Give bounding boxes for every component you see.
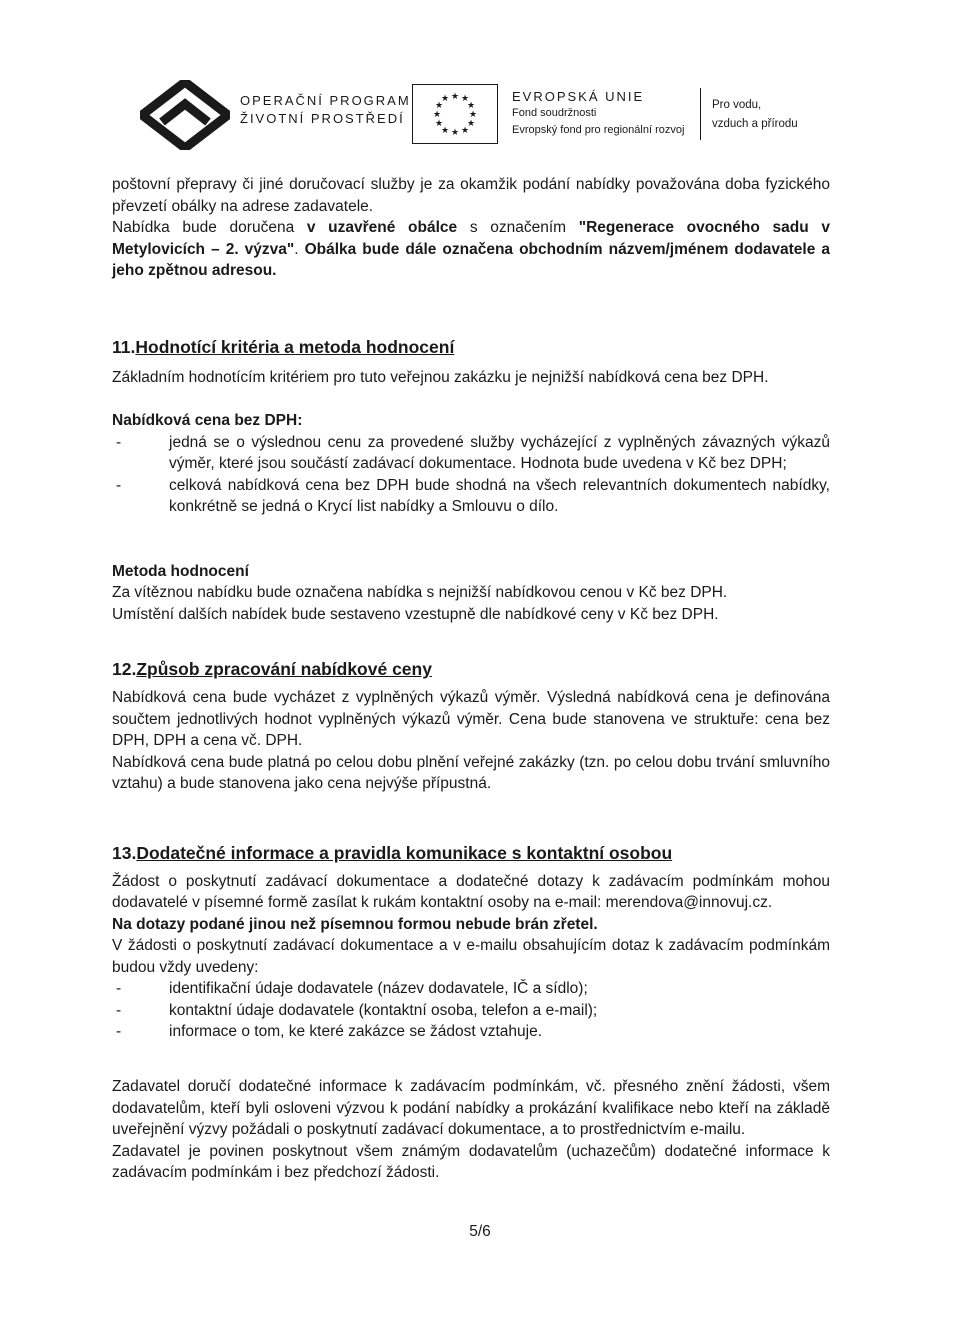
svg-text:★: ★ bbox=[450, 92, 460, 102]
svg-text:★: ★ bbox=[468, 110, 478, 120]
document-body bbox=[112, 174, 830, 1184]
slogan bbox=[712, 96, 798, 134]
section-12-title: Způsob zpracování nabídkové ceny bbox=[136, 659, 432, 679]
regional-fund: Evropský fond pro regionální rozvoj bbox=[512, 124, 685, 136]
section-13-paragraph-5: Zadavatel je povinen poskytnout všem známým dodavatelům (uchazečům) dodatečné informace k zadávacím podmínkám i bez předchozí žádosti. bbox=[112, 1142, 830, 1181]
section-13-paragraph-4: Zadavatel doručí dodatečné informace k zadávacím podmínkám, vč. přesného znění žádosti, všem dodavatelům, kteří byli osloveni výzvou k podání nabídky a prokázání kvalifikace nebo kteří na základě uveřejnění výzvy požádali o poskytnutí zadávací dokumentace, a to prostřednictvím e-mailu. bbox=[112, 1078, 830, 1138]
eu-title: EVROPSKÁ UNIE bbox=[512, 89, 645, 104]
section-12-paragraph-1: Nabídková cena bude vycházet z vyplněných výkazů výměr. Výsledná nabídková cena je definována součtem jednotlivých hodnot vyplněných výkazů výměr. Cena bude stanovena ve struktuře: cena bez DPH, DPH a cena vč. DPH. bbox=[112, 689, 830, 749]
svg-text:★: ★ bbox=[440, 94, 450, 104]
header-divider bbox=[700, 88, 701, 140]
section-13-list bbox=[112, 978, 830, 1043]
intro-text-a: Nabídka bude doručena bbox=[112, 219, 307, 236]
section-11-number: 11. bbox=[112, 337, 136, 357]
intro-paragraph-2 bbox=[112, 217, 830, 282]
slogan-line-1: Pro vodu, bbox=[712, 99, 762, 111]
svg-text:★: ★ bbox=[434, 101, 444, 111]
section-13-paragraph-3: V žádosti o poskytnutí zadávací dokumentace a v e-mailu obsahujícím dotaz k zadávacím podmínkám budou vždy uvedeny: bbox=[112, 937, 830, 976]
section-11-list bbox=[112, 432, 830, 518]
section-11-paragraph-3: Umístění dalších nabídek bude sestaveno vzestupně dle nabídkové ceny v Kč bez DPH. bbox=[112, 605, 719, 623]
section-11-heading bbox=[112, 335, 830, 359]
intro-text-d: "Regenerace ovocného sadu v Metylovicích – 2. výzva" bbox=[112, 219, 830, 258]
section-11-paragraph-1: Základním hodnotícím kritériem pro tuto veřejnou zakázku je nejnižší nabídková cena bez DPH. bbox=[112, 369, 769, 386]
section-13-title: Dodatečné informace a pravidla komunikace s kontaktní osobou bbox=[136, 842, 673, 863]
section-13-number: 13. bbox=[112, 842, 137, 863]
list-item: - kontaktní údaje dodavatele (kontaktní osoba, telefon a e-mail); bbox=[112, 1000, 830, 1022]
intro-text-f: Obálka bude dále označena obchodním názvem/jménem dodavatele a jeho zpětnou adresou. bbox=[112, 240, 831, 279]
svg-text:★: ★ bbox=[460, 94, 470, 104]
section-13-paragraph-2: Na dotazy podané jinou než písemnou formou nebude brán zřetel. bbox=[112, 915, 598, 933]
list-item: - identifikační údaje dodavatele (název dodavatele, IČ a sídlo); bbox=[112, 978, 830, 1000]
intro-text-b: v uzavřené obálce bbox=[306, 219, 458, 236]
svg-text:★: ★ bbox=[460, 126, 470, 136]
list-item: - informace o tom, ke které zakázce se žádost vztahuje. bbox=[112, 1021, 830, 1043]
slogan-line-2: vzduch a přírodu bbox=[712, 118, 798, 130]
section-11-paragraph-2: Za vítěznou nabídku bude označena nabídka s nejnižší nabídkovou cenou v Kč bez DPH. bbox=[112, 584, 728, 601]
svg-text:★: ★ bbox=[466, 101, 476, 111]
op-line-2: ŽIVOTNÍ PROSTŘEDÍ bbox=[240, 111, 405, 126]
section-13-paragraph-1: Žádost o poskytnutí zadávací dokumentace a dodatečné dotazy k zadávacím podmínkám mohou dodavatelé v písemné formě zasílat k rukám kontaktní osoby na e-mail: merendova@innovuj.cz. bbox=[112, 872, 830, 911]
section-11-subheading-method: Metoda hodnocení bbox=[112, 562, 249, 580]
svg-text:★: ★ bbox=[450, 128, 460, 138]
section-12-heading bbox=[112, 657, 830, 681]
section-12-number: 12. bbox=[112, 659, 137, 679]
page-header bbox=[0, 0, 960, 160]
eu-funding-text bbox=[512, 88, 684, 139]
section-11-subheading-price: Nabídková cena bez DPH: bbox=[112, 412, 303, 429]
op-line-1: OPERAČNÍ PROGRAM bbox=[240, 93, 411, 108]
op-zp-logo-icon bbox=[140, 80, 230, 150]
list-item: - jedná se o výslednou cenu za provedené služby vycházející z vyplněných závazných výkazů výměr, které jsou součástí zadávací dokumentace. Hodnota bude uvedena v Kč bez DPH; bbox=[112, 432, 830, 475]
page-number: 5/6 bbox=[469, 1223, 491, 1240]
svg-text:★: ★ bbox=[440, 126, 450, 136]
intro-paragraph-1: poštovní přepravy či jiné doručovací služby je za okamžik podání nabídky považována doba fyzického převzetí obálky na adrese zadavatele. bbox=[112, 176, 830, 215]
eu-flag-icon bbox=[412, 84, 498, 144]
section-11-title: Hodnotící kritéria a metoda hodnocení bbox=[135, 337, 455, 357]
cohesion-fund: Fond soudržnosti bbox=[512, 107, 597, 119]
intro-text-c: s označením bbox=[457, 219, 579, 236]
svg-text:★: ★ bbox=[466, 119, 476, 129]
list-item: - celková nabídková cena bez DPH bude shodná na všech relevantních dokumentech nabídky, konkrétně se jedná o Krycí list nabídky a Smlouvu o dílo. bbox=[112, 475, 830, 518]
svg-text:★: ★ bbox=[432, 110, 442, 120]
intro-text-e: . bbox=[294, 240, 305, 258]
operational-programme-name bbox=[240, 92, 411, 128]
svg-text:★: ★ bbox=[434, 119, 444, 129]
section-13-heading bbox=[112, 841, 830, 865]
section-12-paragraph-2: Nabídková cena bude platná po celou dobu plnění veřejné zakázky (tzn. po celou dobu trvání smluvního vztahu) a bude stanovena jako cena nejvýše přípustná. bbox=[112, 753, 830, 792]
